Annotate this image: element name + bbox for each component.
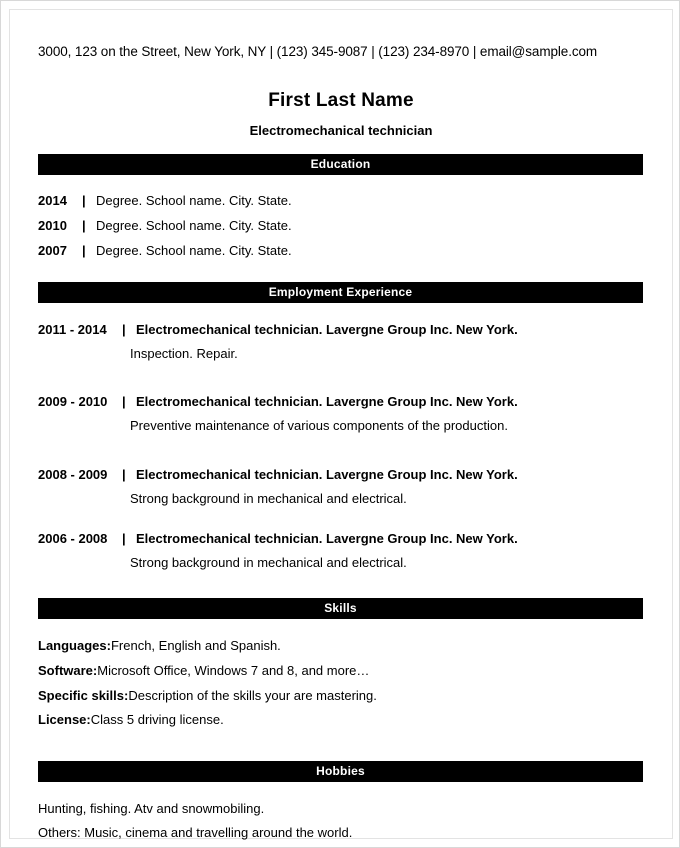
contact-line: 3000, 123 on the Street, New York, NY | (123) 345-9087 | (123) 234-8970 | email@sample.com — [38, 44, 598, 59]
resume-sheet — [9, 9, 673, 839]
employment-years: 2011 - 2014 — [38, 322, 107, 337]
employment-row — [38, 530, 644, 547]
employment-position: Electromechanical technician. Lavergne Group Inc. New York. — [136, 322, 518, 337]
skill-value: Description of the skills your are mastering. — [128, 688, 377, 703]
skill-value: French, English and Spanish. — [110, 638, 281, 653]
employment-separator: | — [122, 467, 126, 482]
education-detail: Degree. School name. City. State. — [96, 218, 292, 233]
skill-label: Languages: — [38, 638, 111, 653]
employment-years: 2008 - 2009 — [38, 467, 108, 482]
education-separator: | — [82, 193, 86, 208]
education-separator: | — [82, 243, 86, 258]
hobby-row: Others: Music, cinema and travelling around the world. — [38, 825, 353, 840]
employment-description: Preventive maintenance of various components of the production. — [130, 418, 508, 433]
section-heading-employment: Employment Experience — [38, 282, 643, 303]
skill-label: License: — [38, 712, 91, 727]
hobby-row: Hunting, fishing. Atv and snowmobiling. — [38, 801, 265, 816]
employment-separator: | — [122, 394, 126, 409]
education-detail: Degree. School name. City. State. — [96, 243, 292, 258]
section-heading-hobbies: Hobbies — [38, 761, 643, 782]
employment-row — [38, 466, 644, 483]
employment-row — [38, 393, 644, 410]
education-year: 2014 — [38, 193, 67, 208]
skill-row — [38, 687, 644, 704]
skill-label: Specific skills: — [38, 688, 129, 703]
education-detail: Degree. School name. City. State. — [96, 193, 292, 208]
section-heading-skills: Skills — [38, 598, 643, 619]
employment-position: Electromechanical technician. Lavergne Group Inc. New York. — [136, 394, 518, 409]
employment-years: 2006 - 2008 — [38, 531, 108, 546]
employment-description: Strong background in mechanical and electrical. — [130, 555, 407, 570]
skill-value: Class 5 driving license. — [90, 712, 224, 727]
skill-value: Microsoft Office, Windows 7 and 8, and more… — [97, 663, 370, 678]
education-row — [38, 242, 644, 259]
employment-years: 2009 - 2010 — [38, 394, 108, 409]
employment-separator: | — [122, 531, 126, 546]
section-heading-education: Education — [38, 154, 643, 175]
education-row — [38, 217, 644, 234]
skill-label: Software: — [38, 663, 98, 678]
employment-position: Electromechanical technician. Lavergne Group Inc. New York. — [136, 531, 518, 546]
skill-row — [38, 662, 644, 679]
skill-row — [38, 637, 644, 654]
education-separator: | — [82, 218, 86, 233]
education-year: 2007 — [38, 243, 67, 258]
education-year: 2010 — [38, 218, 67, 233]
employment-description: Inspection. Repair. — [130, 346, 238, 361]
employment-position: Electromechanical technician. Lavergne Group Inc. New York. — [136, 467, 518, 482]
education-row — [38, 192, 644, 209]
employment-separator: | — [122, 322, 126, 337]
professional-title: Electromechanical technician — [249, 123, 433, 138]
skill-row — [38, 711, 644, 728]
employment-row — [38, 321, 644, 338]
employment-description: Strong background in mechanical and electrical. — [130, 491, 407, 506]
page-title: First Last Name — [268, 90, 414, 111]
